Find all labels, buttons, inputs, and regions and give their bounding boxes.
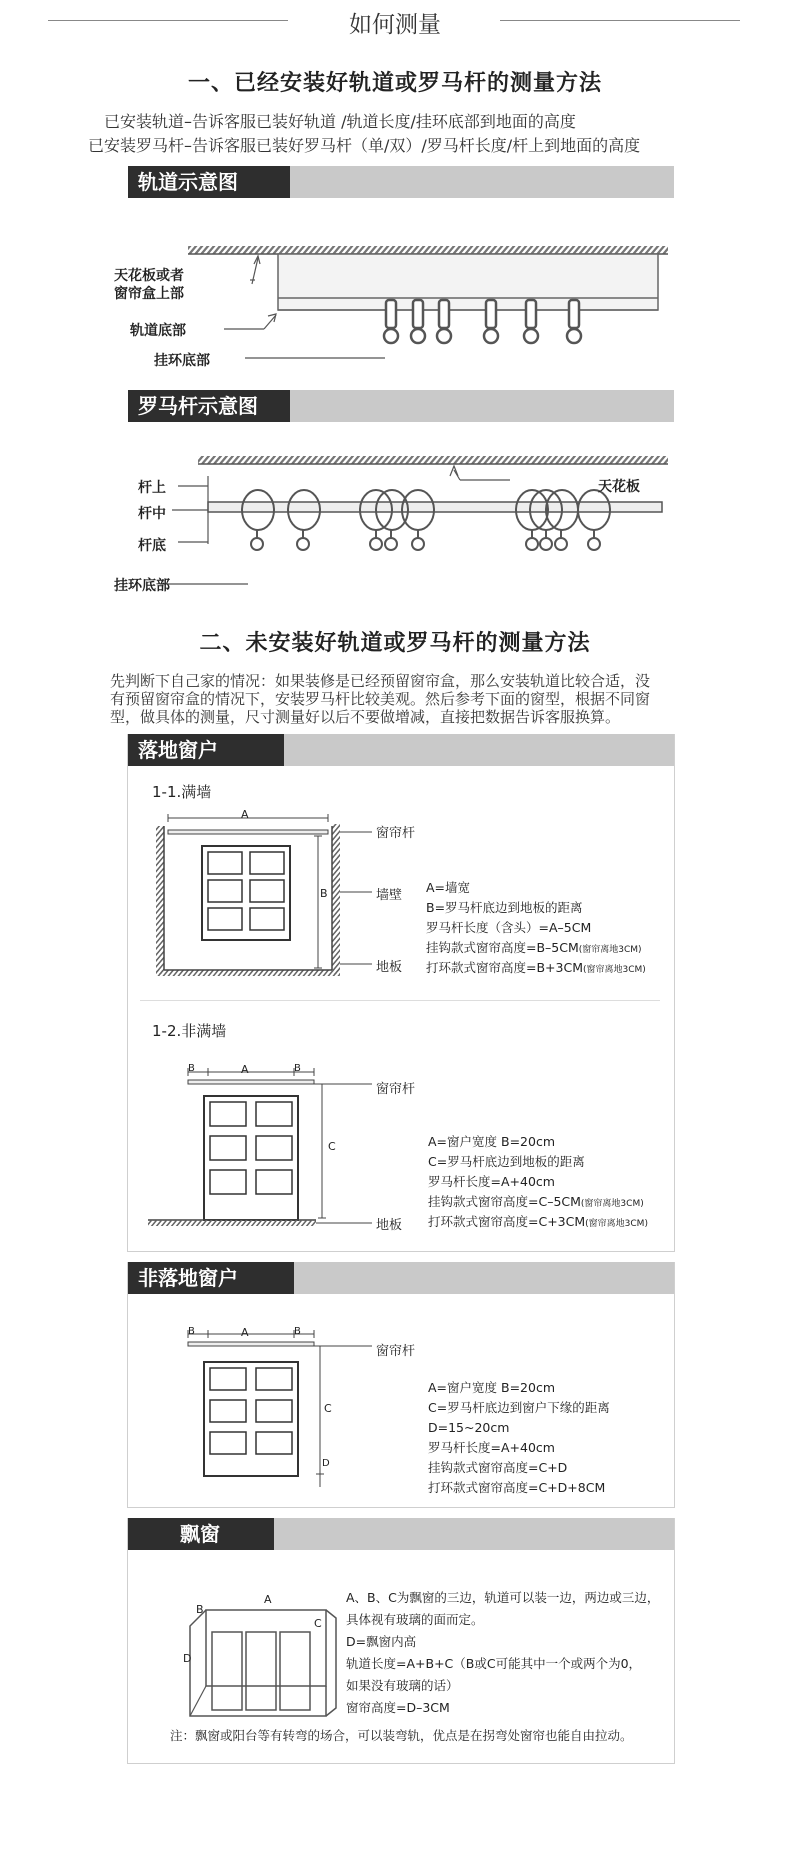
section2-title: 二、未安装好轨道或罗马杆的测量方法 (199, 631, 591, 656)
nonfloor-note-5: 打环款式窗帘高度=C+D+8CM (428, 1480, 606, 1495)
nonfloor-c: C (324, 1402, 332, 1415)
floor-sub1-note-4: 打环款式窗帘高度=B+3CM(窗帘离地3CM) (426, 960, 646, 975)
floor-sub2-rod-label: 窗帘杆 (376, 1082, 416, 1097)
floor-sub1-a: A (241, 808, 249, 821)
nonfloor-note-2: D=15~20cm (428, 1420, 510, 1435)
rod-ring-label: 挂环底部 (114, 578, 170, 594)
bay-a: A (264, 1593, 272, 1606)
floor-sub1-note-3: 挂钩款式窗帘高度=B–5CM(窗帘离地3CM) (426, 940, 642, 955)
nonfloor-b-left: B (188, 1326, 195, 1337)
nonfloor-d: D (322, 1458, 330, 1469)
nonfloor-b-right: B (294, 1326, 301, 1337)
rod-top-label: 杆上 (138, 480, 166, 496)
floor-sub1-wall-label: 墙壁 (376, 888, 403, 903)
floor-sub2-note-1: C=罗马杆底边到地板的距离 (428, 1154, 585, 1169)
page-title: 如何测量 (349, 12, 441, 38)
floor-header: 落地窗户 (128, 734, 284, 766)
bay-note-3: 轨道长度=A+B+C（B或C可能其中一个或两个为0， (346, 1656, 642, 1671)
bay-note-2: D=飘窗内高 (346, 1634, 417, 1649)
floor-sub2-a: A (241, 1063, 249, 1076)
floor-sub1-b: B (320, 887, 328, 900)
bay-note-5: 窗帘高度=D–3CM (346, 1700, 450, 1715)
rod-bottom-label: 杆底 (138, 538, 166, 554)
section2-line2: 有预留窗帘盒的情况下，安装罗马杆比较美观。然后参考下面的窗型，根据不同窗 (110, 690, 651, 708)
section1-title: 一、已经安装好轨道或罗马杆的测量方法 (187, 71, 602, 96)
bay-b: B (196, 1603, 204, 1616)
floor-sub2-note-4: 打环款式窗帘高度=C+3CM(窗帘离地3CM) (428, 1214, 648, 1229)
track-ceiling-label-1: 天花板或者 (114, 268, 184, 284)
track-ceiling-label-2: 窗帘盒上部 (114, 286, 184, 302)
floor-full-wall-diagram (140, 806, 380, 986)
bay-c: C (314, 1617, 322, 1630)
floor-sub2-title: 1-2.非满墙 (152, 1022, 227, 1040)
bay-note-0: A、B、C为飘窗的三边，轨道可以装一边，两边或三边， (346, 1590, 660, 1605)
floor-sub1-note-2: 罗马杆长度（含头）=A–5CM (426, 920, 592, 935)
rod-mid-label: 杆中 (138, 506, 166, 522)
floor-sub1-title: 1-1.满墙 (152, 783, 212, 801)
floor-sub2-b-left: B (188, 1063, 195, 1074)
floor-sub1-note-1: B=罗马杆底边到地板的距离 (426, 900, 583, 915)
bay-d: D (183, 1652, 192, 1665)
nonfloor-note-0: A=窗户宽度 B=20cm (428, 1380, 556, 1395)
track-ring-label: 挂环底部 (154, 353, 210, 369)
rod-ceiling (198, 456, 668, 464)
nonfloor-diagram (140, 1322, 380, 1487)
bay-header: 飘窗 (128, 1518, 274, 1550)
floor-sub1-rod-label: 窗帘杆 (376, 826, 416, 841)
track-ceiling (188, 246, 668, 254)
section1-line1: 已安装轨道–告诉客服已装好轨道 /轨道长度/挂环底部到地面的高度 (104, 112, 576, 131)
bay-footnote: 注：飘窗或阳台等有转弯的场合，可以装弯轨，优点是在拐弯处窗帘也能自由拉动。 (170, 1728, 633, 1743)
rod-rings (242, 490, 610, 550)
floor-sub2-b-right: B (294, 1063, 301, 1074)
section2-line3: 型，做具体的测量，尺寸测量好以后不要做增减，直接把数据告诉客服换算。 (110, 708, 621, 726)
floor-sub2-c: C (328, 1140, 336, 1153)
floor-sub2-note-0: A=窗户宽度 B=20cm (428, 1134, 556, 1149)
nonfloor-header: 非落地窗户 (128, 1262, 294, 1294)
nonfloor-note-4: 挂钩款式窗帘高度=C+D (428, 1460, 568, 1475)
floor-sub1-note-0: A=墙宽 (426, 880, 471, 895)
section2-line1: 先判断下自己家的情况：如果装修是已经预留窗帘盒，那么安装轨道比较合适，没 (110, 672, 651, 690)
nonfloor-note-1: C=罗马杆底边到窗户下缘的距离 (428, 1400, 610, 1415)
bay-note-4: 如果没有玻璃的话） (346, 1678, 459, 1693)
floor-divider (140, 1000, 660, 1001)
nonfloor-note-3: 罗马杆长度=A+40cm (428, 1440, 555, 1455)
nonfloor-a: A (241, 1326, 249, 1339)
floor-sub2-note-3: 挂钩款式窗帘高度=C–5CM(窗帘离地3CM) (428, 1194, 644, 1209)
rod-ceiling-label: 天花板 (598, 479, 640, 495)
rod-diagram (100, 448, 680, 598)
rod-bar (208, 502, 662, 512)
bay-note-1: 具体视有玻璃的面而定。 (346, 1612, 484, 1627)
rod-header: 罗马杆示意图 (128, 390, 290, 422)
floor-sub1-floor-label: 地板 (376, 960, 403, 975)
section1-line2: 已安装罗马杆–告诉客服已装好罗马杆（单/双）/罗马杆长度/杆上到地面的高度 (88, 136, 641, 155)
track-header: 轨道示意图 (128, 166, 290, 198)
floor-partial-wall-diagram (140, 1060, 380, 1235)
floor-sub2-note-2: 罗马杆长度=A+40cm (428, 1174, 555, 1189)
nonfloor-rod-label: 窗帘杆 (376, 1344, 416, 1359)
track-bottom-label: 轨道底部 (130, 323, 186, 339)
track-box (278, 254, 658, 310)
floor-sub2-floor-label: 地板 (376, 1218, 403, 1233)
